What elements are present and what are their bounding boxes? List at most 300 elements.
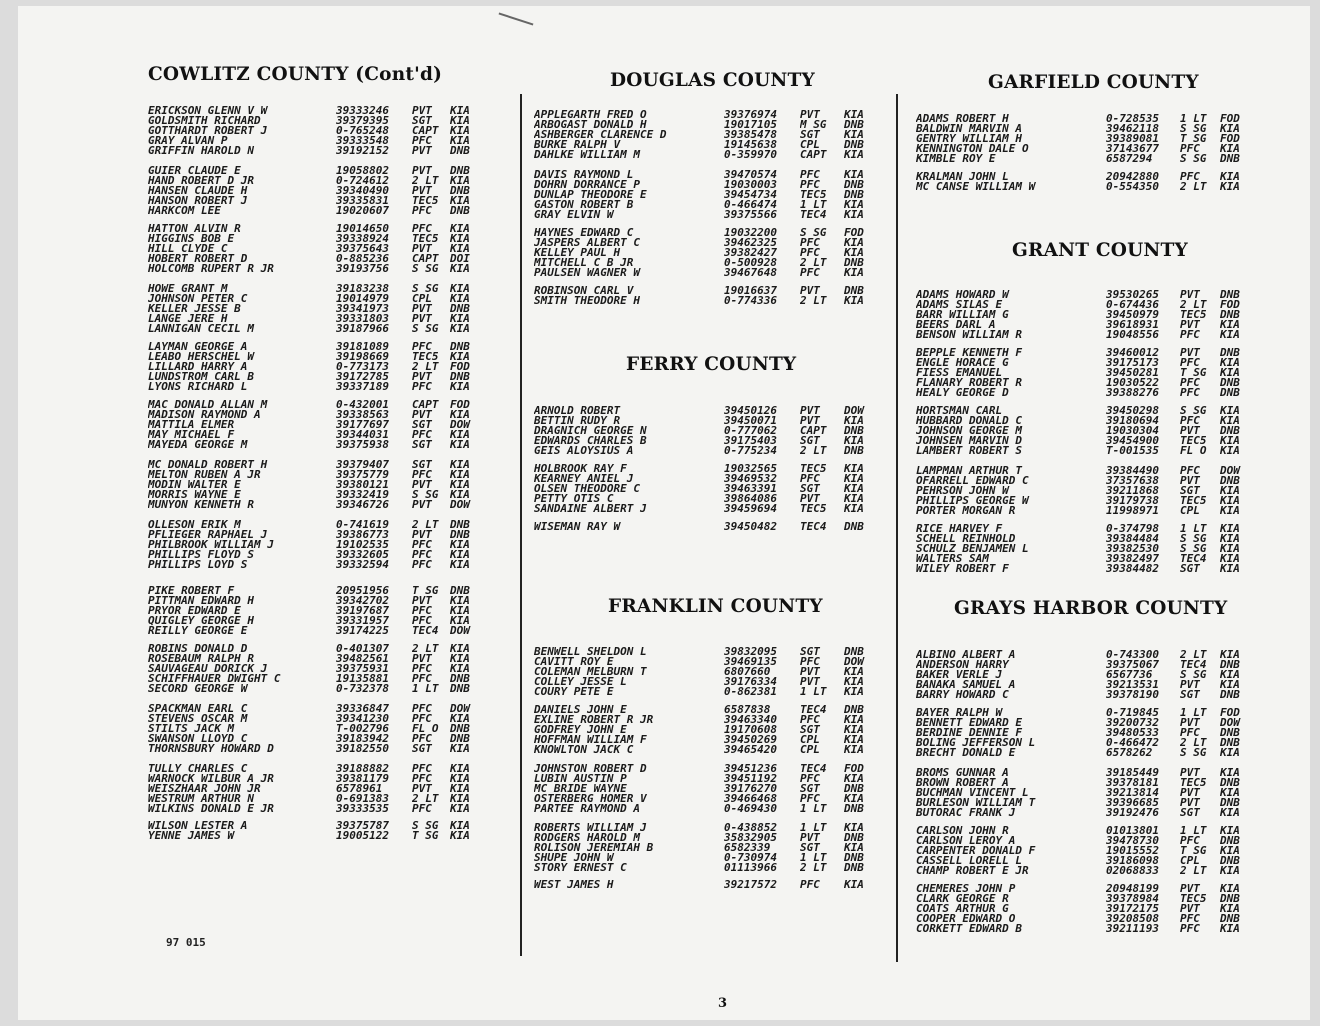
rank: TEC5 — [1180, 893, 1207, 904]
status-code: KIA — [450, 803, 470, 814]
status-code: KIA — [450, 135, 470, 146]
soldier-name: KELLER JESSE B — [148, 303, 241, 314]
rank: PFC — [412, 539, 432, 550]
column-divider-right — [896, 94, 898, 962]
status-code: KIA — [1220, 123, 1240, 134]
soldier-name: OFARRELL EDWARD C — [916, 475, 1029, 486]
serial-number: 19032565 — [724, 464, 777, 474]
rank: M SG — [800, 119, 827, 130]
rank: TEC5 — [800, 189, 827, 200]
serial-number: 39378181 — [1106, 777, 1159, 788]
casualty-entry — [148, 126, 480, 136]
rank: PVT — [412, 166, 432, 176]
status-code: KIA — [1220, 143, 1240, 154]
casualty-entry — [916, 708, 1252, 718]
soldier-name: REILLY GEORGE E — [148, 625, 248, 636]
soldier-name: PIKE ROBERT F — [148, 586, 235, 596]
serial-number: 39450482 — [724, 522, 777, 532]
casualty-entry — [916, 524, 1252, 534]
casualty-entry — [148, 821, 480, 831]
rank: FL O — [412, 723, 439, 734]
status-code: DNB — [450, 683, 470, 694]
serial-number: 39338924 — [336, 233, 389, 244]
status-code: DNB — [450, 303, 470, 314]
soldier-name: MADISON RAYMOND A — [148, 409, 261, 420]
casualty-entry — [916, 544, 1252, 554]
status-code: KIA — [1220, 505, 1240, 516]
casualty-entry — [916, 836, 1252, 846]
rank: PVT — [412, 243, 432, 254]
status-code: DNB — [1220, 659, 1240, 670]
serial-number: 0-777062 — [724, 425, 777, 436]
soldier-name: BETTIN RUDY R — [534, 415, 621, 426]
serial-number: 0-374798 — [1106, 524, 1159, 534]
serial-number: 39375787 — [336, 821, 389, 831]
soldier-name: MATTILA ELMER — [148, 419, 235, 430]
entry-group — [534, 110, 874, 159]
status-code: DNB — [844, 139, 864, 150]
serial-number: 39382530 — [1106, 543, 1159, 554]
casualty-entry — [916, 330, 1252, 340]
rank: PFC — [412, 469, 432, 480]
casualty-entry — [534, 823, 874, 833]
status-code: KIA — [450, 243, 470, 254]
rank: PFC — [800, 793, 820, 804]
status-code: DNB — [1220, 309, 1240, 320]
status-code: DOW — [450, 625, 470, 636]
rank: SGT — [412, 460, 432, 470]
status-code: KIA — [1220, 181, 1240, 192]
rank: TEC5 — [1180, 495, 1207, 506]
serial-number: 0-432001 — [336, 400, 389, 410]
serial-number: 39331957 — [336, 615, 389, 626]
soldier-name: CARLSON JOHN R — [916, 826, 1009, 836]
rank: PVT — [412, 303, 432, 314]
serial-number: 37143677 — [1106, 143, 1159, 154]
entry-group — [916, 826, 1252, 875]
rank: 1 LT — [800, 686, 827, 697]
casualty-entry — [148, 264, 480, 274]
rank: TEC5 — [800, 503, 827, 514]
soldier-name: BERDINE DENNIE F — [916, 727, 1022, 738]
status-code: KIA — [844, 415, 864, 426]
status-code: KIA — [450, 821, 470, 831]
status-code: KIA — [844, 129, 864, 140]
casualty-entry — [148, 644, 480, 654]
serial-number: 39193756 — [336, 263, 389, 274]
status-code: KIA — [1220, 533, 1240, 544]
soldier-name: BARRY HOWARD C — [916, 689, 1009, 700]
rank: PFC — [1180, 727, 1200, 738]
soldier-name: SWANSON LLOYD C — [148, 733, 248, 744]
serial-number: 0-466472 — [1106, 737, 1159, 748]
soldier-name: SECORD GEORGE W — [148, 683, 248, 694]
rank: SGT — [412, 115, 432, 126]
soldier-name: LANGE JERE H — [148, 313, 228, 324]
status-code: KIA — [450, 460, 470, 470]
serial-number: 19102535 — [336, 539, 389, 550]
entry-group — [148, 400, 480, 449]
serial-number: 39467648 — [724, 267, 777, 278]
rank: TEC5 — [1180, 777, 1207, 788]
status-code: KIA — [844, 503, 864, 514]
serial-number: 20948199 — [1106, 884, 1159, 894]
rank: PVT — [1180, 475, 1200, 486]
status-code: KIA — [450, 313, 470, 324]
status-code: KIA — [450, 615, 470, 626]
entry-group — [916, 290, 1252, 339]
serial-number: 6578262 — [1106, 747, 1153, 758]
serial-number: 39451236 — [724, 764, 777, 774]
soldier-name: WILEY ROBERT F — [916, 563, 1009, 574]
status-code: DNB — [844, 189, 864, 200]
serial-number: 19005122 — [336, 830, 389, 841]
entry-group — [534, 228, 874, 277]
serial-number: 39185449 — [1106, 768, 1159, 778]
rank: PVT — [1180, 797, 1200, 808]
casualty-entry — [534, 210, 874, 220]
entry-group — [534, 286, 874, 306]
rank: PVT — [1180, 319, 1200, 330]
serial-number: 39378984 — [1106, 893, 1159, 904]
rank: CAPT — [412, 253, 439, 264]
casualty-entry — [148, 196, 480, 206]
serial-number: 39331803 — [336, 313, 389, 324]
entry-group — [534, 406, 874, 455]
casualty-entry — [534, 296, 874, 306]
serial-number: 6582339 — [724, 842, 771, 853]
soldier-name: LUBIN AUSTIN P — [534, 773, 627, 784]
casualty-entry — [534, 677, 874, 687]
rank: SGT — [800, 724, 820, 735]
rank: SGT — [800, 435, 820, 446]
status-code: KIA — [1220, 445, 1240, 456]
serial-number: 39376974 — [724, 110, 777, 120]
entry-group — [148, 764, 480, 813]
status-code: DNB — [450, 145, 470, 156]
county-heading: COWLITZ COUNTY (Cont'd) — [148, 64, 443, 85]
status-code: DNB — [1220, 387, 1240, 398]
serial-number: 39375779 — [336, 469, 389, 480]
soldier-name: HIGGINS BOB E — [148, 233, 235, 244]
soldier-name: LUNDSTROM CARL B — [148, 371, 254, 382]
serial-number: 39192476 — [1106, 807, 1159, 818]
casualty-entry — [534, 784, 874, 794]
serial-number: 0-674436 — [1106, 299, 1159, 310]
status-code: KIA — [450, 559, 470, 570]
status-code: KIA — [844, 842, 864, 853]
casualty-entry — [148, 314, 480, 324]
status-code: KIA — [844, 170, 864, 180]
serial-number: 0-728535 — [1106, 114, 1159, 124]
serial-number: 39175173 — [1106, 357, 1159, 368]
casualty-entry — [916, 172, 1252, 182]
rank: PVT — [800, 676, 820, 687]
casualty-entry — [916, 778, 1252, 788]
rank: PFC — [800, 170, 820, 180]
casualty-entry — [148, 352, 480, 362]
serial-number: 39333246 — [336, 106, 389, 116]
casualty-entry — [534, 170, 874, 180]
status-code: KIA — [1220, 357, 1240, 368]
serial-number: 39384484 — [1106, 533, 1159, 544]
soldier-name: RODGERS HAROLD M — [534, 832, 640, 843]
casualty-entry — [916, 690, 1252, 700]
rank: TEC5 — [412, 351, 439, 362]
rank: PFC — [412, 342, 432, 352]
serial-number: 0-438852 — [724, 823, 777, 833]
rank: S SG — [800, 228, 827, 238]
casualty-entry — [534, 725, 874, 735]
status-code: KIA — [450, 830, 470, 841]
status-code: KIA — [844, 483, 864, 494]
rank: PVT — [800, 415, 820, 426]
soldier-name: CHEMERES JOHN P — [916, 884, 1016, 894]
serial-number: 19170608 — [724, 724, 777, 735]
casualty-entry — [916, 748, 1252, 758]
casualty-entry — [534, 200, 874, 210]
serial-number: 01113966 — [724, 862, 777, 873]
casualty-entry — [916, 534, 1252, 544]
soldier-name: DOHRN DORRANCE P — [534, 179, 640, 190]
serial-number: 39463340 — [724, 714, 777, 725]
soldier-name: MAYEDA GEORGE M — [148, 439, 248, 450]
status-code: DNB — [450, 166, 470, 176]
serial-number: 11998971 — [1106, 505, 1159, 516]
soldier-name: KEARNEY ANIEL J — [534, 473, 634, 484]
status-code: KIA — [844, 247, 864, 258]
soldier-name: BURKE RALPH V — [534, 139, 621, 150]
serial-number: 0-862381 — [724, 686, 777, 697]
rank: TEC5 — [1180, 309, 1207, 320]
rank: PFC — [412, 381, 432, 392]
casualty-entry — [916, 476, 1252, 486]
casualty-entry — [534, 416, 874, 426]
soldier-name: JOHNSTON ROBERT D — [534, 764, 647, 774]
serial-number: 39454734 — [724, 189, 777, 200]
status-code: KIA — [844, 686, 864, 697]
entry-group — [148, 460, 480, 509]
entry-group — [148, 166, 480, 215]
soldier-name: LYONS RICHARD L — [148, 381, 248, 392]
status-code: DNB — [450, 520, 470, 530]
rank: PFC — [412, 549, 432, 560]
casualty-entry — [148, 480, 480, 490]
soldier-name: GODFREY JOHN E — [534, 724, 627, 735]
status-code: DOI — [450, 253, 470, 264]
rank: PFC — [1180, 923, 1200, 934]
soldier-name: DRAGNICH GEORGE N — [534, 425, 647, 436]
rank: 2 LT — [1180, 181, 1207, 192]
soldier-name: BOLING JEFFERSON L — [916, 737, 1036, 748]
status-code: KIA — [844, 676, 864, 687]
status-code: KIA — [844, 493, 864, 504]
soldier-name: GOTTHARDT ROBERT J — [148, 125, 268, 136]
casualty-entry — [916, 154, 1252, 164]
serial-number: 39375566 — [724, 209, 777, 220]
casualty-entry — [534, 647, 874, 657]
serial-number: 39217572 — [724, 880, 777, 890]
rank: CPL — [800, 139, 820, 150]
status-code: KIA — [844, 724, 864, 735]
casualty-entry — [916, 904, 1252, 914]
rank: PFC — [1180, 329, 1200, 340]
casualty-entry — [916, 406, 1252, 416]
entry-group — [148, 106, 480, 155]
soldier-name: BURLESON WILLIAM T — [916, 797, 1036, 808]
soldier-name: PHILBROOK WILLIAM J — [148, 539, 274, 550]
entry-group — [534, 464, 874, 513]
rank: PFC — [800, 473, 820, 484]
status-code: KIA — [844, 823, 864, 833]
rank: PVT — [412, 499, 432, 510]
serial-number: 0-774336 — [724, 295, 777, 306]
status-code: KIA — [1220, 329, 1240, 340]
soldier-name: ROBINSON CARL V — [534, 286, 634, 296]
serial-number: 39379395 — [336, 115, 389, 126]
status-code: DOW — [844, 656, 864, 667]
rank: PVT — [1180, 290, 1200, 300]
rank: PFC — [412, 224, 432, 234]
status-code: KIA — [1220, 563, 1240, 574]
soldier-name: SHUPE JOHN W — [534, 852, 614, 863]
rank: PFC — [412, 764, 432, 774]
serial-number: 01013801 — [1106, 826, 1159, 836]
rank: PVT — [1180, 717, 1200, 728]
serial-number: 39388276 — [1106, 387, 1159, 398]
casualty-entry — [916, 320, 1252, 330]
casualty-entry — [916, 506, 1252, 516]
serial-number: 0-773173 — [336, 361, 389, 372]
soldier-name: LAMPMAN ARTHUR T — [916, 466, 1022, 476]
soldier-name: MELTON RUBEN A JR — [148, 469, 261, 480]
casualty-entry — [916, 466, 1252, 476]
status-code: KIA — [1220, 747, 1240, 758]
rank: PFC — [800, 880, 820, 890]
soldier-name: HATTON ALVIN R — [148, 224, 241, 234]
rank: PFC — [1180, 377, 1200, 388]
rank: PFC — [1180, 357, 1200, 368]
casualty-entry — [148, 430, 480, 440]
pen-mark — [499, 12, 534, 25]
serial-number: 39382497 — [1106, 553, 1159, 564]
status-code: DNB — [844, 647, 864, 657]
rank: S SG — [1180, 669, 1207, 680]
status-code: DNB — [450, 529, 470, 540]
soldier-name: HAND ROBERT D JR — [148, 175, 254, 186]
soldier-name: SAUVAGEAU DORICK J — [148, 663, 268, 674]
casualty-entry — [534, 863, 874, 873]
casualty-entry — [534, 238, 874, 248]
status-code: KIA — [1220, 435, 1240, 446]
status-code: KIA — [450, 644, 470, 654]
soldier-name: HANSON ROBERT J — [148, 195, 248, 206]
casualty-entry — [534, 180, 874, 190]
status-code: KIA — [844, 880, 864, 890]
serial-number: 39200732 — [1106, 717, 1159, 728]
status-code: KIA — [450, 439, 470, 450]
serial-number: 19032200 — [724, 228, 777, 238]
soldier-name: STILTS JACK M — [148, 723, 235, 734]
rank: S SG — [412, 263, 439, 274]
rank: PVT — [800, 493, 820, 504]
soldier-name: BEPPLE KENNETH F — [916, 348, 1022, 358]
soldier-name: OLLESON ERIK M — [148, 520, 241, 530]
status-code: KIA — [450, 549, 470, 560]
rank: SGT — [800, 129, 820, 140]
serial-number: 39342702 — [336, 595, 389, 606]
status-code: DNB — [1220, 855, 1240, 866]
soldier-name: GRAY ALVAN P — [148, 135, 228, 146]
status-code: KIA — [1220, 865, 1240, 876]
casualty-entry — [534, 494, 874, 504]
serial-number: 39478730 — [1106, 835, 1159, 846]
entry-group — [534, 705, 874, 754]
rank: TEC5 — [1180, 435, 1207, 446]
entry-group — [534, 823, 874, 872]
serial-number: 19030003 — [724, 179, 777, 190]
casualty-entry — [148, 420, 480, 430]
soldier-name: COOPER EDWARD O — [916, 913, 1016, 924]
soldier-name: MAC DONALD ALLAN M — [148, 400, 268, 410]
soldier-name: COURY PETE E — [534, 686, 614, 697]
serial-number: 0-719845 — [1106, 708, 1159, 718]
casualty-entry — [534, 794, 874, 804]
casualty-entry — [916, 718, 1252, 728]
casualty-entry — [916, 368, 1252, 378]
casualty-entry — [916, 310, 1252, 320]
serial-number: 39179738 — [1106, 495, 1159, 506]
rank: PVT — [412, 653, 432, 664]
serial-number: 02068833 — [1106, 865, 1159, 876]
casualty-entry — [148, 744, 480, 754]
status-code: DNB — [1220, 893, 1240, 904]
casualty-entry — [916, 348, 1252, 358]
soldier-name: LEABO HERSCHEL W — [148, 351, 254, 362]
casualty-entry — [148, 616, 480, 626]
soldier-name: HOLBROOK RAY F — [534, 464, 627, 474]
soldier-name: LILLARD HARRY A — [148, 361, 248, 372]
casualty-entry — [916, 768, 1252, 778]
soldier-name: MITCHELL C B JR — [534, 257, 634, 268]
casualty-entry — [534, 853, 874, 863]
status-code: DOW — [844, 406, 864, 416]
serial-number: 0-401307 — [336, 644, 389, 654]
casualty-entry — [916, 124, 1252, 134]
casualty-entry — [534, 833, 874, 843]
rank: PFC — [800, 267, 820, 278]
serial-number: 6807660 — [724, 666, 771, 677]
serial-number: 0-743300 — [1106, 650, 1159, 660]
rank: T SG — [1180, 845, 1207, 856]
rank: 2 LT — [412, 361, 439, 372]
soldier-name: MC CANSE WILLIAM W — [916, 181, 1036, 192]
soldier-name: HILL CLYDE C — [148, 243, 228, 254]
serial-number: 0-466474 — [724, 199, 777, 210]
rank: CAPT — [800, 425, 827, 436]
casualty-entry — [916, 680, 1252, 690]
soldier-name: WILSON LESTER A — [148, 821, 248, 831]
rank: TEC4 — [800, 522, 827, 532]
serial-number: 39211193 — [1106, 923, 1159, 934]
rank: S SG — [412, 821, 439, 831]
casualty-entry — [148, 586, 480, 596]
soldier-name: BENSON WILLIAM R — [916, 329, 1022, 340]
rank: S SG — [1180, 533, 1207, 544]
soldier-name: THORNSBURY HOWARD D — [148, 743, 274, 754]
status-code: KIA — [450, 125, 470, 136]
rank: 2 LT — [800, 295, 827, 306]
